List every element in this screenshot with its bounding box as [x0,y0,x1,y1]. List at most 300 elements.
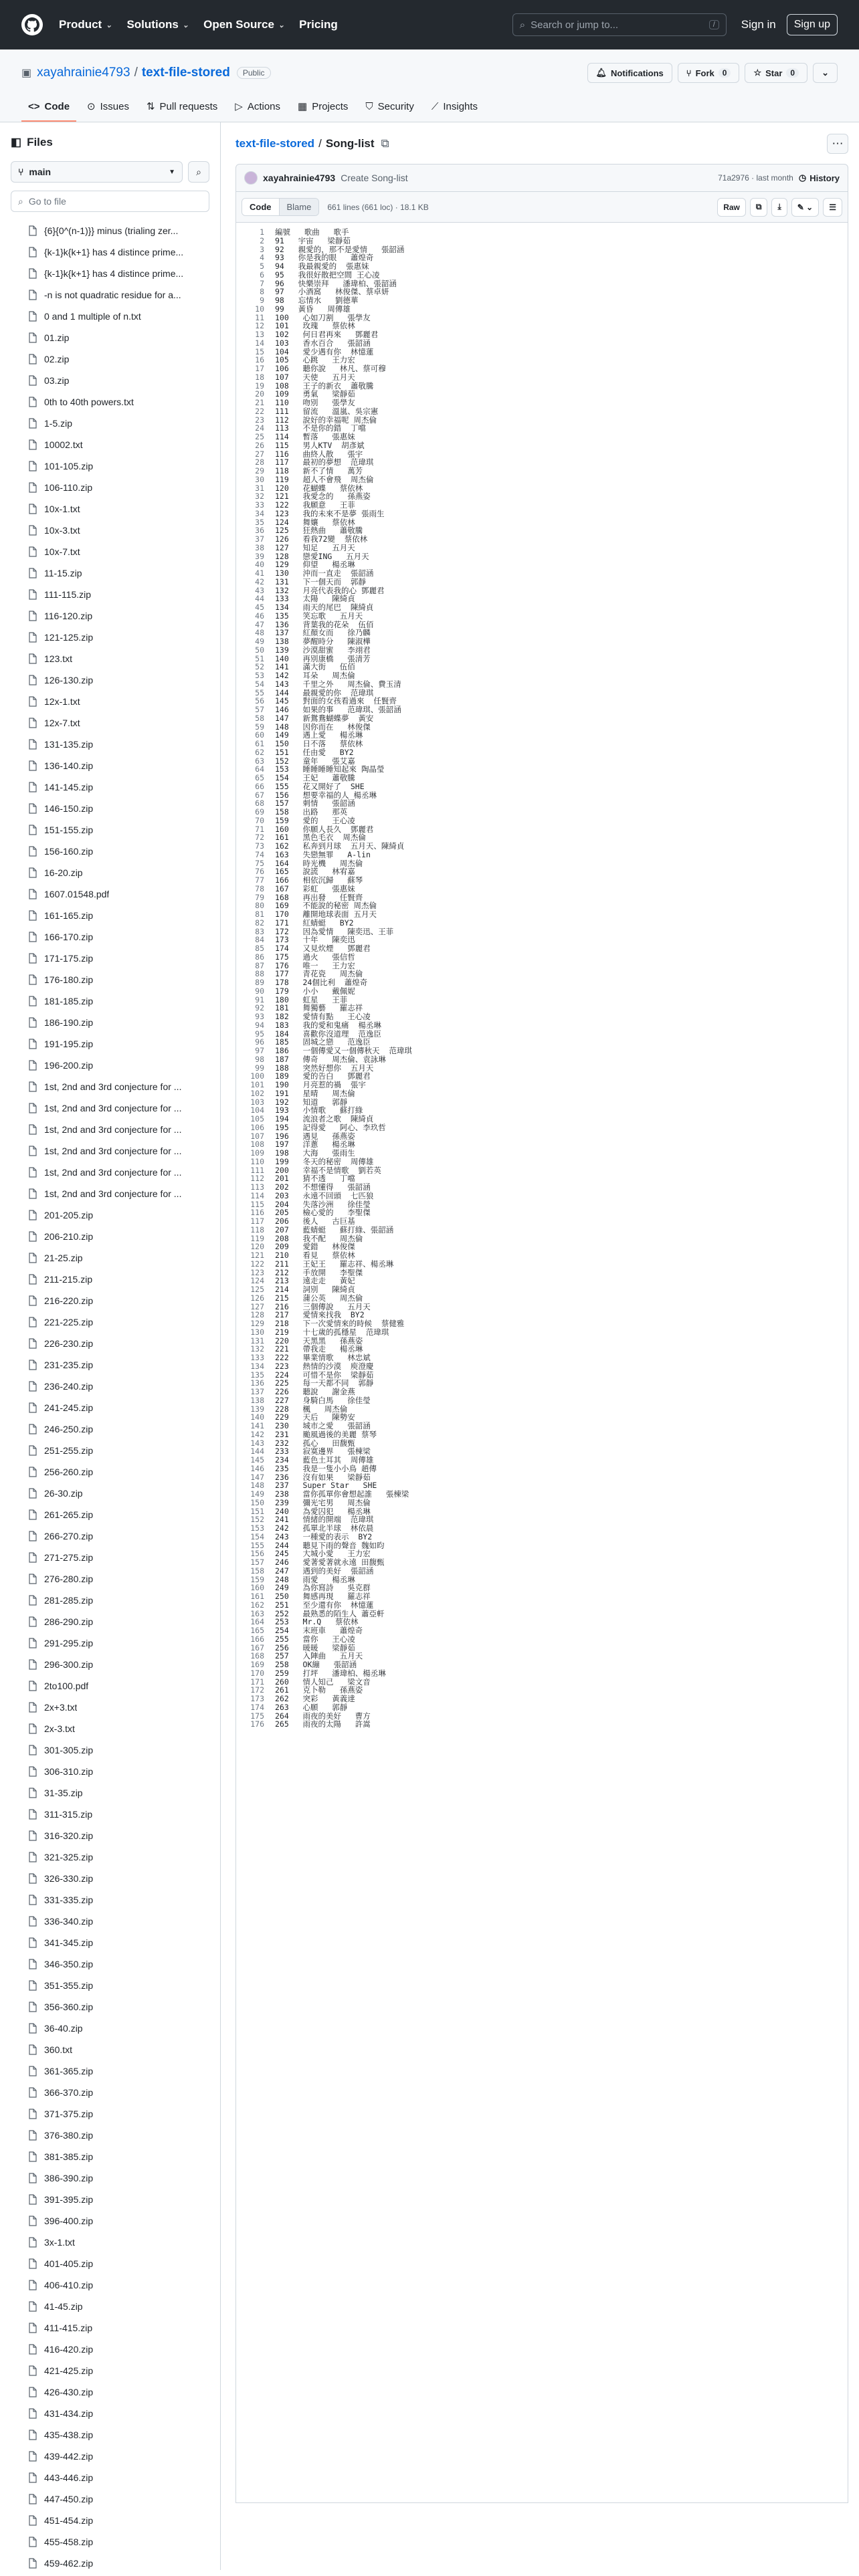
tab-issues[interactable] [80,100,136,122]
line-number[interactable]: 164 [250,1617,264,1627]
line-number[interactable]: 47 [255,619,264,629]
sidebar-file-item[interactable] [11,1654,209,1675]
line-number[interactable]: 79 [255,892,264,902]
sidebar-file-item[interactable] [11,948,209,969]
line-number[interactable]: 138 [250,1395,264,1405]
line-number[interactable]: 95 [255,1029,264,1039]
line-number[interactable]: 165 [250,1626,264,1635]
line-number[interactable]: 166 [250,1634,264,1644]
sidebar-file-item[interactable] [11,905,209,926]
line-number[interactable]: 61 [255,739,264,748]
sidebar-file-item[interactable] [11,2232,209,2253]
line-number[interactable]: 7 [260,278,264,288]
line-number[interactable]: 116 [250,1208,264,1218]
line-number[interactable]: 170 [250,1668,264,1678]
line-number[interactable]: 124 [250,1276,264,1286]
sidebar-file-item[interactable] [11,1504,209,1525]
sidebar-file-item[interactable] [11,1889,209,1911]
line-number[interactable]: 140 [250,1412,264,1422]
line-number[interactable]: 67 [255,790,264,800]
line-number[interactable]: 74 [255,849,264,859]
line-number[interactable]: 19 [255,381,264,391]
tab-actions[interactable] [228,100,287,122]
line-number[interactable]: 6 [260,270,264,280]
sidebar-file-item[interactable] [11,1975,209,1996]
line-number[interactable]: 123 [250,1267,264,1277]
line-number[interactable]: 65 [255,773,264,782]
line-number[interactable]: 46 [255,611,264,621]
sidebar-file-item[interactable] [11,1247,209,1269]
line-number[interactable]: 63 [255,756,264,766]
copy-path-icon[interactable]: ⧉ [381,137,389,150]
line-number[interactable]: 8 [260,287,264,297]
sidebar-file-item[interactable] [11,2381,209,2403]
nav-open-source[interactable]: Open Source ⌄ [203,18,285,31]
sidebar-file-item[interactable] [11,1311,209,1333]
line-number[interactable]: 38 [255,542,264,552]
sidebar-file-item[interactable] [11,1376,209,1397]
sidebar-file-item[interactable] [11,1868,209,1889]
line-number[interactable]: 23 [255,415,264,425]
sidebar-file-item[interactable] [11,605,209,627]
line-number[interactable]: 151 [250,1506,264,1516]
sidebar-file-item[interactable] [11,862,209,883]
line-number[interactable]: 59 [255,722,264,732]
line-number[interactable]: 17 [255,364,264,373]
line-number[interactable]: 18 [255,372,264,382]
line-number[interactable]: 50 [255,645,264,655]
more-options-button[interactable] [827,134,848,154]
line-number[interactable]: 102 [250,1088,264,1098]
line-number[interactable]: 129 [250,1319,264,1328]
line-number[interactable]: 66 [255,781,264,791]
line-number[interactable]: 84 [255,935,264,945]
line-number[interactable]: 136 [250,1378,264,1388]
line-number[interactable]: 145 [250,1455,264,1465]
signup-button[interactable]: Sign up [787,14,838,35]
sidebar-file-item[interactable] [11,841,209,862]
line-number[interactable]: 82 [255,918,264,928]
line-number[interactable]: 44 [255,594,264,604]
line-number[interactable]: 45 [255,603,264,612]
raw-button[interactable]: Raw [717,198,746,217]
sidebar-file-item[interactable] [11,1097,209,1119]
sidebar-file-item[interactable] [11,562,209,584]
line-number[interactable]: 22 [255,406,264,416]
line-number[interactable]: 144 [250,1446,264,1457]
sidebar-file-item[interactable] [11,1953,209,1975]
sidebar-file-item[interactable] [11,926,209,948]
line-number[interactable]: 174 [250,1702,264,1712]
sidebar-file-item[interactable] [11,284,209,306]
line-number[interactable]: 169 [250,1660,264,1669]
line-number[interactable]: 5 [260,261,264,271]
sidebar-file-item[interactable] [11,348,209,370]
sidebar-file-item[interactable] [11,2296,209,2317]
line-number[interactable]: 131 [250,1335,264,1346]
nav-pricing[interactable]: Pricing [299,18,338,31]
line-number[interactable]: 13 [255,330,264,339]
line-number[interactable]: 51 [255,653,264,663]
sidebar-file-item[interactable] [11,1140,209,1162]
line-number[interactable]: 108 [250,1140,264,1150]
signin-link[interactable]: Sign in [741,18,776,31]
sidebar-file-item[interactable] [11,1718,209,1739]
sidebar-file-item[interactable] [11,819,209,841]
line-number[interactable]: 27 [255,449,264,459]
sidebar-file-item[interactable] [11,1932,209,1953]
line-number[interactable]: 70 [255,815,264,825]
line-number[interactable]: 16 [255,355,264,365]
line-number[interactable]: 36 [255,526,264,536]
line-number[interactable]: 105 [250,1114,264,1123]
sidebar-file-item[interactable] [11,691,209,712]
line-number[interactable]: 12 [255,321,264,331]
line-number[interactable]: 115 [250,1199,264,1209]
sidebar-file-item[interactable] [11,541,209,562]
sidebar-file-item[interactable] [11,1290,209,1311]
line-number[interactable]: 119 [250,1233,264,1243]
line-number[interactable]: 99 [255,1063,264,1073]
sidebar-file-item[interactable] [11,669,209,691]
copy-raw-button[interactable] [750,198,768,217]
sidebar-file-item[interactable] [11,1611,209,1632]
sidebar-file-item[interactable] [11,712,209,734]
line-number[interactable]: 122 [250,1259,264,1269]
line-number[interactable]: 37 [255,534,264,544]
tab-insights[interactable] [425,101,484,122]
line-number[interactable]: 86 [255,952,264,962]
line-number[interactable]: 142 [250,1429,264,1439]
line-number[interactable]: 35 [255,517,264,527]
sidebar-file-item[interactable] [11,370,209,391]
sidebar-file-item[interactable] [11,2082,209,2103]
sidebar-file-item[interactable] [11,1397,209,1418]
tab-security[interactable] [359,101,420,122]
line-number[interactable]: 147 [250,1472,264,1482]
line-number[interactable]: 80 [255,901,264,911]
github-logo-icon[interactable] [21,14,43,35]
sidebar-file-item[interactable] [11,1590,209,1611]
line-number[interactable]: 167 [250,1642,264,1652]
sidebar-file-item[interactable] [11,798,209,819]
line-number[interactable]: 15 [255,346,264,356]
sidebar-file-item[interactable] [11,1825,209,1846]
line-number[interactable]: 48 [255,628,264,638]
sidebar-file-item[interactable] [11,2167,209,2189]
line-number[interactable]: 78 [255,883,264,893]
sidebar-file-item[interactable] [11,220,209,241]
branch-selector[interactable] [11,161,183,183]
sidebar-file-item[interactable] [11,1697,209,1718]
sidebar-file-item[interactable] [11,1076,209,1097]
line-number[interactable]: 132 [250,1344,264,1354]
line-number[interactable]: 157 [250,1558,264,1567]
sidebar-file-item[interactable] [11,2339,209,2360]
sidebar-file-item[interactable] [11,584,209,605]
sidebar-file-item[interactable] [11,2125,209,2146]
sidebar-file-item[interactable] [11,391,209,413]
sidebar-file-item[interactable] [11,2210,209,2232]
sidebar-file-item[interactable] [11,2018,209,2039]
line-number[interactable]: 71 [255,824,264,834]
sidebar-file-item[interactable] [11,1782,209,1804]
line-number[interactable]: 118 [250,1224,264,1235]
sidebar-file-item[interactable] [11,1739,209,1761]
sidebar-file-item[interactable] [11,1525,209,1547]
line-number[interactable]: 107 [250,1131,264,1141]
code-content[interactable] [235,223,848,2503]
sidebar-file-item[interactable] [11,2146,209,2167]
sidebar-file-item[interactable] [11,1055,209,1076]
sidebar-file-item[interactable] [11,434,209,455]
fork-button[interactable] [678,63,740,83]
line-number[interactable]: 111 [250,1165,264,1175]
line-number[interactable]: 10 [255,304,264,314]
line-number[interactable]: 172 [250,1685,264,1695]
tab-pull-requests[interactable] [140,100,224,122]
sidebar-file-item[interactable] [11,734,209,755]
sidebar-file-item[interactable] [11,2274,209,2296]
line-number[interactable]: 154 [250,1531,264,1541]
line-number[interactable]: 114 [250,1190,264,1200]
sidebar-file-item[interactable] [11,1119,209,1140]
line-number[interactable]: 29 [255,466,264,475]
line-number[interactable]: 14 [255,338,264,348]
line-number[interactable]: 9 [260,296,264,305]
line-number[interactable]: 92 [255,1003,264,1013]
line-number[interactable]: 68 [255,798,264,809]
sidebar-file-item[interactable] [11,990,209,1012]
sidebar-file-item[interactable] [11,2189,209,2210]
search-files-button[interactable] [188,161,209,183]
line-number[interactable]: 159 [250,1574,264,1584]
line-number[interactable]: 90 [255,986,264,996]
line-number[interactable]: 173 [250,1694,264,1703]
line-number[interactable]: 163 [250,1608,264,1618]
commit-author[interactable]: xayahrainie4793 [263,173,336,183]
line-number[interactable]: 135 [250,1370,264,1380]
star-dropdown-button[interactable] [813,63,838,83]
line-number[interactable]: 58 [255,713,264,723]
line-number[interactable]: 106 [250,1122,264,1132]
line-number[interactable]: 89 [255,978,264,987]
line-number[interactable]: 146 [250,1463,264,1473]
line-number[interactable]: 126 [250,1293,264,1303]
sidebar-file-item[interactable] [11,755,209,776]
sidebar-file-item[interactable] [11,2060,209,2082]
line-number[interactable]: 97 [255,1046,264,1055]
line-number[interactable]: 141 [250,1421,264,1430]
sidebar-file-item[interactable] [11,520,209,541]
line-number[interactable]: 98 [255,1054,264,1064]
line-number[interactable]: 52 [255,662,264,672]
sidebar-file-item[interactable] [11,1162,209,1183]
line-number[interactable]: 69 [255,807,264,817]
line-number[interactable]: 156 [250,1549,264,1559]
line-number[interactable]: 128 [250,1310,264,1320]
line-number[interactable]: 148 [250,1481,264,1491]
line-number[interactable]: 53 [255,671,264,680]
line-number[interactable]: 137 [250,1387,264,1396]
line-number[interactable]: 39 [255,551,264,561]
line-number[interactable]: 77 [255,875,264,885]
line-number[interactable]: 87 [255,960,264,970]
sidebar-file-item[interactable] [11,477,209,498]
sidebar-file-item[interactable] [11,1911,209,1932]
history-button[interactable] [799,173,840,183]
repo-owner-link[interactable]: xayahrainie4793 [37,66,130,80]
sidebar-file-item[interactable] [11,1461,209,1483]
line-number[interactable]: 88 [255,969,264,979]
sidebar-file-item[interactable] [11,327,209,348]
line-number[interactable]: 168 [250,1651,264,1661]
sidebar-file-item[interactable] [11,2103,209,2125]
repo-name-link[interactable]: text-file-stored [141,66,230,80]
line-number[interactable]: 139 [250,1404,264,1414]
line-number[interactable]: 110 [250,1156,264,1166]
sidebar-file-item[interactable] [11,306,209,327]
sidebar-file-item[interactable] [11,2553,209,2570]
tab-code[interactable] [21,101,76,122]
sidebar-file-item[interactable] [11,1483,209,1504]
sidebar-file-item[interactable] [11,1568,209,1590]
line-number[interactable]: 32 [255,492,264,502]
sidebar-file-item[interactable] [11,1204,209,1226]
sidebar-file-item[interactable] [11,1033,209,1055]
blame-view-button[interactable]: Blame [280,199,319,215]
line-number[interactable]: 158 [250,1566,264,1576]
sidebar-file-item[interactable] [11,1183,209,1204]
line-number[interactable]: 150 [250,1497,264,1507]
line-number[interactable]: 109 [250,1148,264,1158]
sidebar-file-item[interactable] [11,648,209,669]
line-number[interactable]: 121 [250,1251,264,1260]
line-number[interactable]: 4 [260,253,264,263]
line-number[interactable]: 96 [255,1037,264,1047]
breadcrumb-repo-link[interactable]: text-file-stored [235,137,315,150]
line-number[interactable]: 26 [255,440,264,450]
line-number[interactable]: 104 [250,1105,264,1115]
sidebar-file-item[interactable] [11,1012,209,1033]
line-number[interactable]: 149 [250,1489,264,1499]
line-number[interactable]: 20 [255,389,264,399]
line-number[interactable]: 1 [260,227,264,237]
sidebar-file-item[interactable] [11,498,209,520]
line-number[interactable]: 143 [250,1438,264,1448]
line-number[interactable]: 43 [255,585,264,595]
sidebar-file-item[interactable] [11,1226,209,1247]
line-number[interactable]: 175 [250,1711,264,1721]
line-number[interactable]: 75 [255,858,264,868]
sidebar-file-item[interactable] [11,2510,209,2531]
line-number[interactable]: 64 [255,764,264,774]
line-number[interactable]: 134 [250,1361,264,1371]
commit-meta[interactable]: 71a2976 · last month [718,173,793,183]
line-number[interactable]: 28 [255,457,264,467]
sidebar-file-item[interactable] [11,1354,209,1376]
line-number[interactable]: 85 [255,944,264,953]
sidebar-file-item[interactable] [11,883,209,905]
sidebar-file-item[interactable] [11,1846,209,1868]
avatar[interactable] [244,171,258,185]
line-number[interactable]: 133 [250,1353,264,1362]
sidebar-file-item[interactable] [11,2488,209,2510]
sidebar-file-item[interactable] [11,1675,209,1697]
line-number[interactable]: 31 [255,483,264,493]
sidebar-file-item[interactable] [11,969,209,990]
sidebar-file-item[interactable] [11,2531,209,2553]
sidebar-file-item[interactable] [11,1333,209,1354]
go-to-file-input[interactable] [11,191,209,212]
sidebar-file-item[interactable] [11,1996,209,2018]
sidebar-file-item[interactable] [11,1418,209,1440]
line-number[interactable]: 76 [255,867,264,877]
sidebar-file-item[interactable] [11,627,209,648]
line-number[interactable]: 34 [255,508,264,518]
edit-button[interactable] [791,198,819,217]
star-button[interactable] [745,63,807,83]
sidebar-file-item[interactable] [11,2317,209,2339]
line-number[interactable]: 56 [255,696,264,706]
sidebar-file-item[interactable] [11,1632,209,1654]
sidebar-file-item[interactable] [11,2360,209,2381]
line-number[interactable]: 83 [255,926,264,936]
line-number[interactable]: 153 [250,1523,264,1533]
line-number[interactable]: 33 [255,500,264,510]
line-number[interactable]: 42 [255,576,264,586]
line-number[interactable]: 94 [255,1020,264,1030]
line-number[interactable]: 73 [255,841,264,851]
line-number[interactable]: 120 [250,1242,264,1252]
nav-solutions[interactable]: Solutions ⌄ [126,18,189,31]
line-number[interactable]: 62 [255,747,264,757]
tab-projects[interactable] [291,100,355,122]
sidebar-file-item[interactable] [11,2403,209,2424]
sidebar-file-item[interactable] [11,2446,209,2467]
line-number[interactable]: 40 [255,560,264,570]
line-number[interactable]: 21 [255,398,264,407]
line-number[interactable]: 125 [250,1285,264,1294]
sidebar-file-item[interactable] [11,1547,209,1568]
sidebar-file-item[interactable] [11,2253,209,2274]
line-number[interactable]: 176 [250,1719,264,1729]
sidebar-file-item[interactable] [11,776,209,798]
commit-message[interactable]: Create Song-list [341,173,408,183]
line-number[interactable]: 127 [250,1301,264,1311]
search-input[interactable] [512,13,727,36]
sidebar-file-item[interactable] [11,241,209,263]
line-number[interactable]: 3 [260,244,264,254]
line-number[interactable]: 24 [255,423,264,433]
line-number[interactable]: 49 [255,637,264,646]
line-number[interactable]: 103 [250,1097,264,1107]
line-number[interactable]: 152 [250,1515,264,1525]
line-number[interactable]: 72 [255,833,264,843]
sidebar-file-item[interactable] [11,2467,209,2488]
sidebar-file-item[interactable] [11,2424,209,2446]
sidebar-file-item[interactable] [11,263,209,284]
line-number[interactable]: 112 [250,1174,264,1184]
line-number[interactable]: 160 [250,1583,264,1593]
line-number[interactable]: 162 [250,1600,264,1610]
line-number[interactable]: 117 [250,1216,264,1226]
line-number[interactable]: 11 [255,312,264,322]
line-number[interactable]: 171 [250,1677,264,1687]
line-number[interactable]: 101 [250,1080,264,1089]
sidebar-file-item[interactable] [11,455,209,477]
line-number[interactable]: 57 [255,705,264,714]
